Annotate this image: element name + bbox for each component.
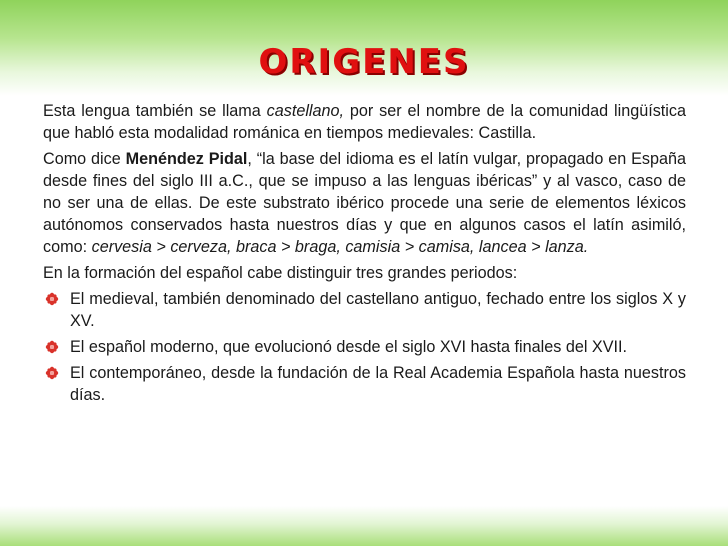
castellano-term: castellano, (266, 102, 345, 120)
slide-body (43, 100, 686, 410)
pidal-paragraph (43, 148, 686, 258)
period-text: El español moderno, que evolucionó desde el siglo XVI hasta finales del XVII. (70, 338, 628, 356)
flower-bullet-icon (45, 366, 59, 380)
period-text: El medieval, también denominado del castellano antiguo, fechado entre los siglos X y XV. (70, 290, 686, 330)
periods-intro: En la formación del español cabe distinguir tres grandes periodos: (43, 264, 518, 282)
latin-examples: cervesia > cerveza, braca > braga, camisia > camisa, lancea > lanza. (91, 238, 589, 256)
intro-text-before: Esta lengua también se llama (43, 102, 267, 120)
period-item-medieval (43, 288, 686, 332)
footer-gradient-band (0, 506, 728, 546)
pidal-name: Menéndez Pidal (125, 150, 248, 168)
pidal-text-before: Como dice (43, 150, 126, 168)
period-text: El contemporáneo, desde la fundación de la Real Academia Española hasta nuestros días. (70, 364, 686, 404)
pidal-text-after: , “la base del idioma es el latín vulgar, propagado en España desde fines del siglo III a.C., que se impuso a las lenguas ibéricas” y al vasco, caso de no ser una de ellas. De este substrato ibérico procede una serie de elementos léxicos autónomos conservados hasta nuestros días y que en algunos casos el latín asimiló, como: (43, 150, 686, 256)
periods-list (43, 288, 686, 406)
intro-text-after: por ser el nombre de la comunidad lingüística que habló esta modalidad románica en tiempos medievales: Castilla. (43, 102, 687, 142)
flower-bullet-icon (45, 340, 59, 354)
period-item-moderno (43, 336, 686, 358)
intro-paragraph (43, 100, 686, 144)
slide-title: ORIGENES (258, 42, 470, 82)
period-item-contemporaneo (43, 362, 686, 406)
flower-bullet-icon (45, 292, 59, 306)
